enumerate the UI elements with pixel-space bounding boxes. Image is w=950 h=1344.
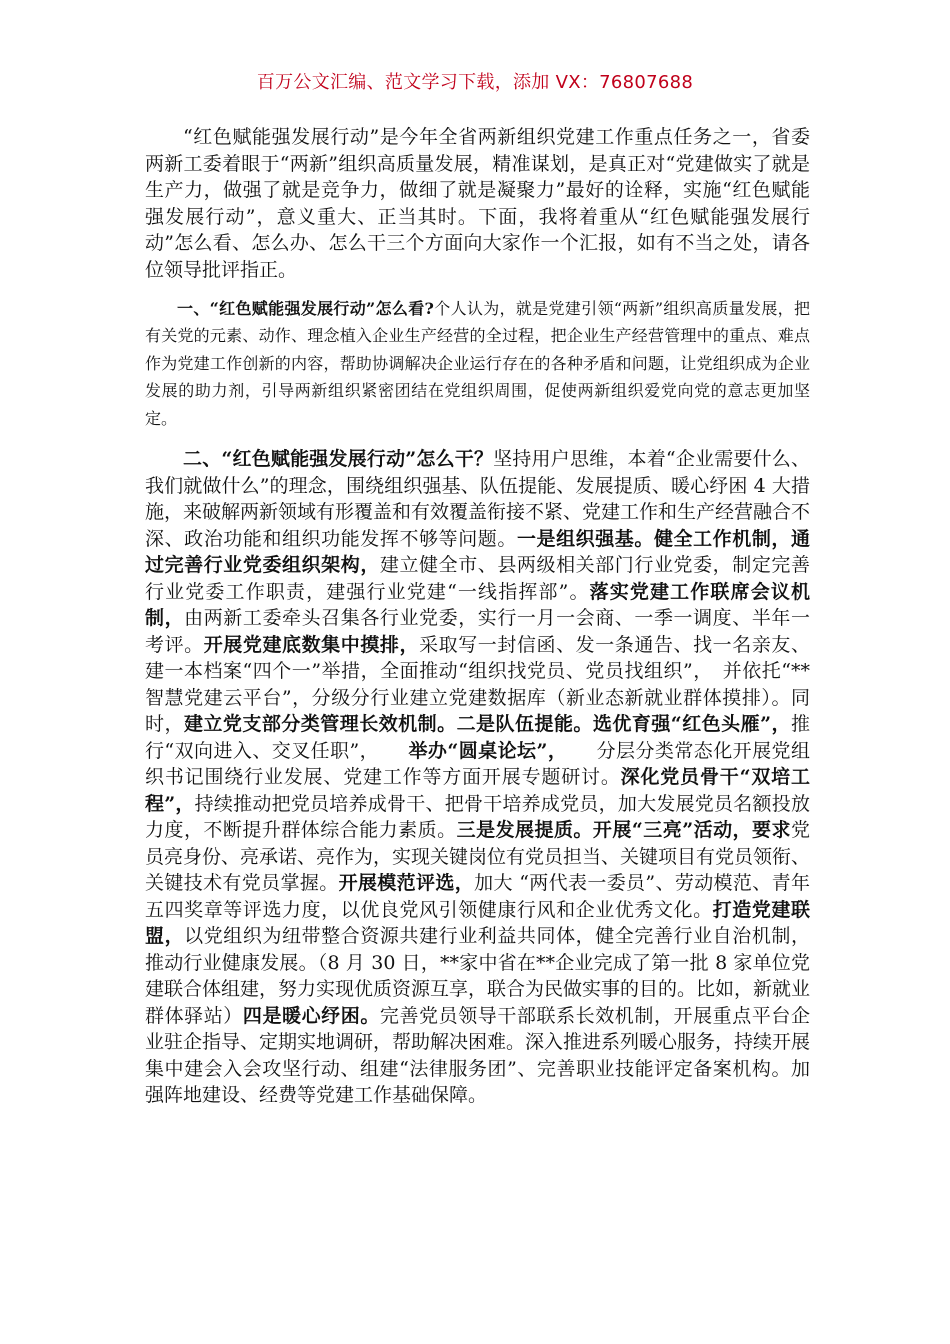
s2-seg: 党员亮身份、亮承诺、亮作为，实现关键岗位有党员担当、关键项目有党员领衔、关键技术有党员掌握。 — [145, 819, 811, 895]
s2-seg: 推行“双向进入、交叉任职”， — [145, 713, 810, 762]
s2-seg: 持续推动把党员培养成骨干、把骨干培养成党员，加大发展党员名额投放力度，不断提升群体综合能力素质。 — [145, 792, 810, 842]
s2-seg: 建立健全市、县两级相关部门行业党委，制定完善行业党委工作职责，建强行业党建“一线指挥部”。 — [145, 554, 810, 603]
s2-seg: 开展模范评选， — [338, 872, 475, 895]
s2-seg: 一是组织强基。健全工作机制，通过完善行业党委组织架构， — [145, 527, 810, 577]
s2-seg: 落实党建工作联席会议机制， — [145, 580, 810, 630]
s2-seg: 坚持用户思维，本着“企业需要什么、我们就做什么”的理念，围绕组织强基、队伍提能、发展提质、暖心纾困 4 大措施，来破解两新领域有形覆盖和有效覆盖衔接不紧、党建工作和生产经营融合不深、政治功能和组织功能发挥不够等问题。 — [145, 448, 811, 550]
s2-seg: 打造党建联盟， — [145, 898, 810, 948]
s2-seg: 三是发展提质。开展“三亮”活动，要求 — [456, 819, 791, 842]
document-body — [145, 124, 810, 1109]
section-1-heading: 一、“红色赋能强发展行动”怎么看? — [177, 299, 434, 318]
s2-seg: 采取写一封信函、发一条通告、找一名亲友、建一本档案“四个一”举措，全面推动“组织找党员、党员找组织”， 并依托“**智慧党建云平台”，分级分行业建立党建数据库（新业态新就业群体摸排）。同时， — [145, 633, 810, 736]
s2-seg: 深化党员骨干“双培工程”， — [145, 766, 810, 815]
s2-seg: 加大 “两代表一委员”、劳动模范、青年五四奖章等评选力度，以优良党风引领健康行风和企业优秀文化。 — [145, 872, 810, 921]
s2-seg: 二、“红色赋能强发展行动”怎么干？ — [183, 448, 494, 471]
s2-seg: 建立党支部分类管理长效机制。二是队伍提能。选优育强“红色头雁”， — [183, 713, 791, 736]
section-1-paragraph — [145, 295, 810, 432]
s2-seg: 分层分类常态化开展党组织书记围绕行业发展、党建工作等方面开展专题研讨。 — [145, 739, 810, 789]
section-2-paragraph — [145, 446, 810, 1109]
s2-seg: 由两新工委牵头召集各行业党委，实行一月一会商、一季一调度、半年一考评。 — [145, 607, 810, 656]
s2-seg: 举办“圆桌论坛”， — [408, 739, 558, 762]
s2-seg: 开展党建底数集中摸排， — [203, 633, 420, 656]
page-header-watermark: 百万公文汇编、范文学习下载，添加 VX：76807688 — [256, 72, 694, 93]
intro-paragraph: “红色赋能强发展行动”是今年全省两新组织党建工作重点任务之一，省委两新工委着眼于“两新”组织高质量发展，精准谋划，是真正对“党建做实了就是生产力，做强了就是竞争力，做细了就是凝聚力”最好的诠释，实施“红色赋能强发展行动”，意义重大、正当其时。下面，我将着重从“红色赋能强发展行动”怎么看、怎么办、怎么干三个方面向大家作一个汇报，如有不当之处，请各位领导批评指正。 — [145, 126, 810, 281]
s2-seg: 以党组织为纽带整合资源共建行业利益共同体，健全完善行业自治机制，推动行业健康发展。（8 月 30 日，**家中省在**企业完成了第一批 8 家单位党建联合体组建，努力实现优质资源互享，联合为民做实事的目的。比如，新就业群体驿站） — [145, 925, 811, 1027]
s2-seg: 四是暖心纾困。 — [242, 1004, 380, 1027]
section-1-body: 个人认为，就是党建引领“两新”组织高质量发展，把有关党的元素、动作、理念植入企业生产经营的全过程，把企业生产经营管理中的重点、难点作为党建工作创新的内容，帮助协调解决企业运行存在的各种矛盾和问题，让党组织成为企业发展的助力剂，引导两新组织紧密团结在党组织周围，促使两新组织爱党向党的意志更加坚定。 — [145, 299, 810, 428]
s2-seg: 完善党员领导干部联系长效机制，开展重点平台企业驻企指导、定期实地调研，帮助解决困难。深入推进系列暖心服务，持续开展集中建会入会攻坚行动、组建“法律服务团”、完善职业技能评定备案机构。加强阵地建设、经费等党建工作基础保障。 — [145, 1004, 811, 1107]
